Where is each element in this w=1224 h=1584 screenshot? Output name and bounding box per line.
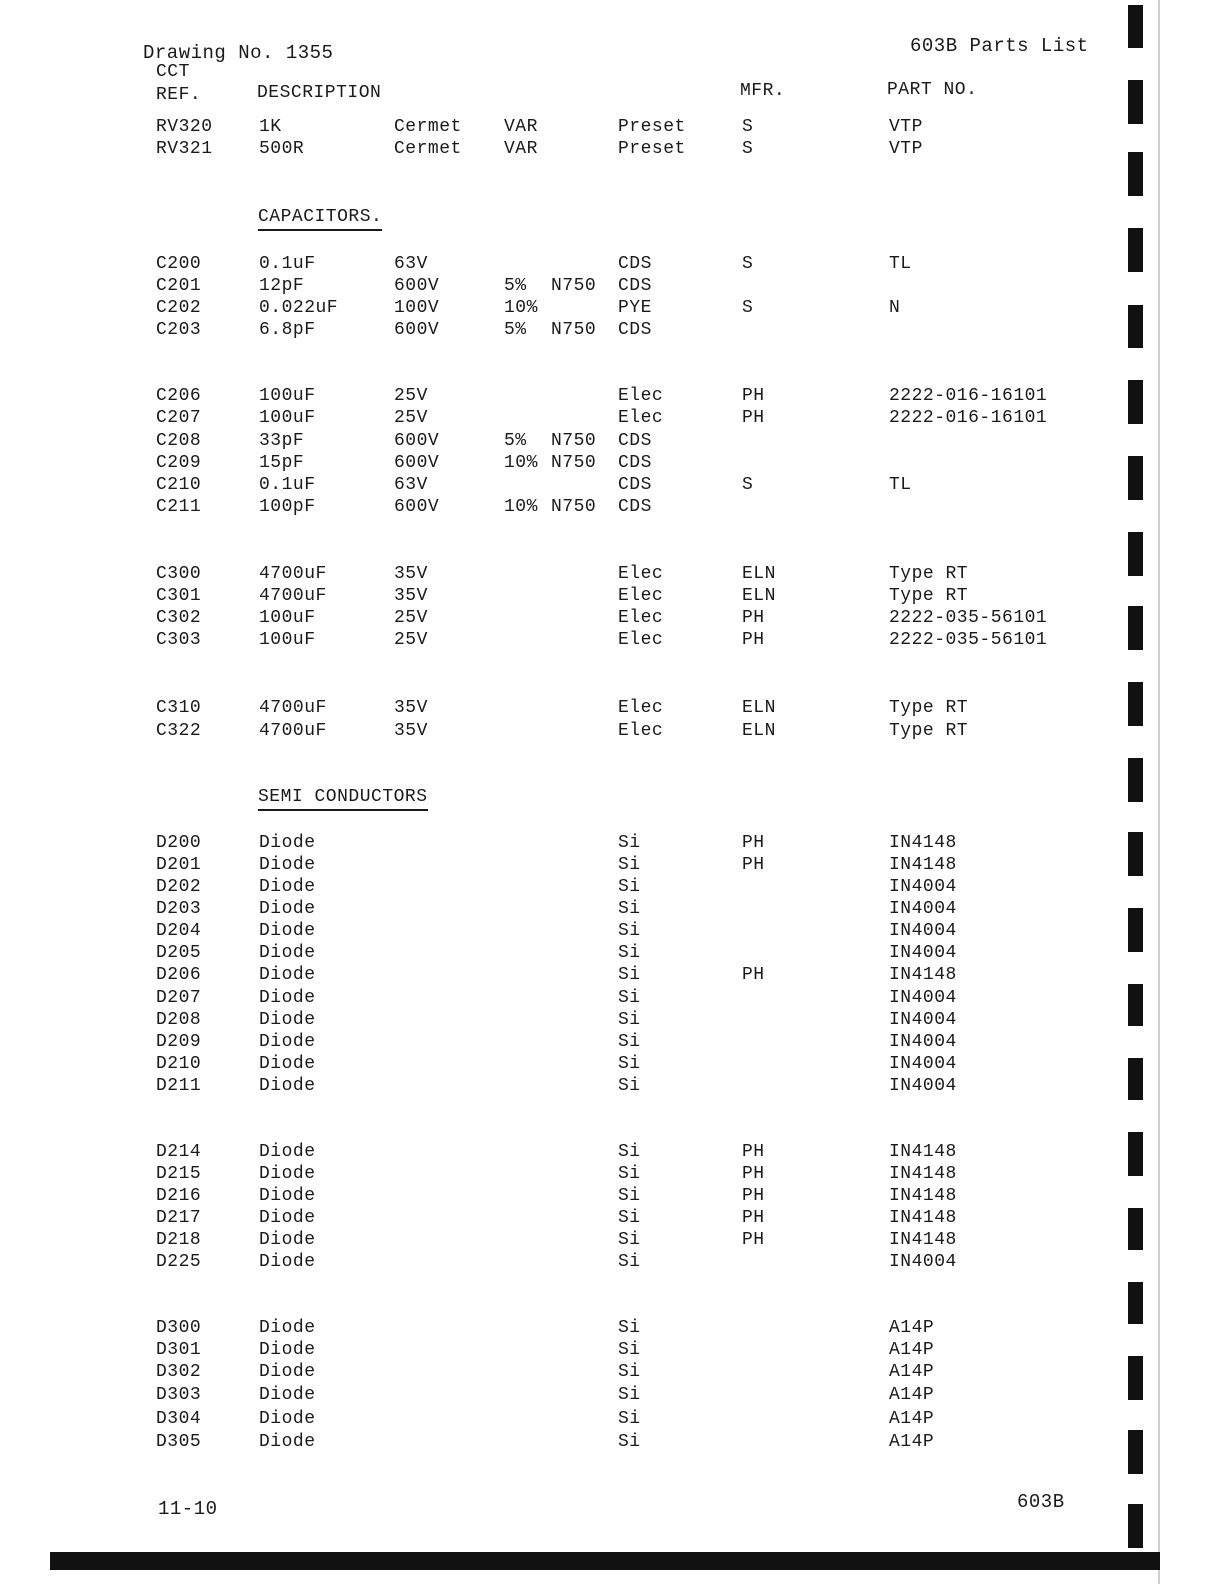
cell-value: Diode	[259, 833, 316, 853]
cell-tolerance: 5%	[504, 320, 527, 340]
cell-ref: D302	[156, 1362, 202, 1382]
cell-part-no: IN4148	[889, 855, 957, 875]
cell-ref: C210	[156, 475, 202, 495]
cell-mfr: PH	[742, 1142, 765, 1162]
cell-ref: D300	[156, 1318, 202, 1338]
table-row	[0, 298, 1224, 320]
cell-rating: 600V	[394, 276, 440, 296]
cell-value: Diode	[259, 1186, 316, 1206]
cell-ref: C301	[156, 586, 202, 606]
binding-tab	[1128, 1282, 1143, 1324]
cell-part-no: IN4004	[889, 877, 957, 897]
table-row	[0, 431, 1224, 453]
cell-type: Si	[618, 1032, 641, 1052]
cell-value: Diode	[259, 1230, 316, 1250]
table-row	[0, 1230, 1224, 1252]
cell-type: Si	[618, 988, 641, 1008]
cell-rating: 25V	[394, 630, 428, 650]
cell-temp-coefficient: N750	[551, 453, 597, 473]
cell-type: Si	[618, 1432, 641, 1452]
cell-rating: 35V	[394, 721, 428, 741]
cell-type: CDS	[618, 475, 652, 495]
cell-ref: C300	[156, 564, 202, 584]
cell-mfr: ELN	[742, 564, 776, 584]
table-row	[0, 1432, 1224, 1454]
table-row	[0, 117, 1224, 139]
table-row	[0, 276, 1224, 298]
cell-value: 6.8pF	[259, 320, 316, 340]
cell-part-no: TL	[889, 475, 912, 495]
table-row	[0, 877, 1224, 899]
table-row	[0, 1142, 1224, 1164]
cell-type: Si	[618, 1340, 641, 1360]
cell-type: Si	[618, 1362, 641, 1382]
cell-value: 0.022uF	[259, 298, 339, 318]
cell-ref: D215	[156, 1164, 202, 1184]
cell-mfr: PH	[742, 608, 765, 628]
cell-rating: 25V	[394, 386, 428, 406]
cell-ref: C201	[156, 276, 202, 296]
binding-tab	[1128, 1430, 1143, 1474]
cell-type: Preset	[618, 139, 686, 159]
cell-ref: RV321	[156, 139, 213, 159]
cell-ref: D301	[156, 1340, 202, 1360]
cell-mfr: ELN	[742, 586, 776, 606]
cell-type: Elec	[618, 608, 664, 628]
cell-value: Diode	[259, 1318, 316, 1338]
cell-mfr: PH	[742, 833, 765, 853]
cell-type: CDS	[618, 276, 652, 296]
table-row	[0, 855, 1224, 877]
cell-ref: D211	[156, 1076, 202, 1096]
cell-type: CDS	[618, 254, 652, 274]
cell-part-no: IN4004	[889, 899, 957, 919]
binding-tab	[1128, 908, 1143, 952]
cell-value: Diode	[259, 965, 316, 985]
cell-type: Si	[618, 1208, 641, 1228]
cell-type: Elec	[618, 564, 664, 584]
cell-value: Diode	[259, 1362, 316, 1382]
cell-part-no: IN4148	[889, 833, 957, 853]
table-row	[0, 386, 1224, 408]
cell-tolerance: VAR	[504, 139, 538, 159]
cell-value: Diode	[259, 1409, 316, 1429]
cell-part-no: IN4148	[889, 1164, 957, 1184]
binding-tab	[1128, 380, 1143, 424]
cell-ref: RV320	[156, 117, 213, 137]
cell-value: Diode	[259, 1208, 316, 1228]
cell-tolerance: 5%	[504, 431, 527, 451]
cell-rating: 35V	[394, 698, 428, 718]
cell-ref: D200	[156, 833, 202, 853]
cell-type: Si	[618, 1409, 641, 1429]
table-row	[0, 1362, 1224, 1384]
binding-tab	[1128, 1132, 1143, 1176]
table-row	[0, 320, 1224, 342]
cell-ref: D217	[156, 1208, 202, 1228]
binding-tab	[1128, 456, 1143, 500]
cell-type: Si	[618, 1076, 641, 1096]
table-row	[0, 698, 1224, 720]
table-row	[0, 564, 1224, 586]
table-row	[0, 1252, 1224, 1274]
cell-value: Diode	[259, 1054, 316, 1074]
table-row	[0, 721, 1224, 743]
cell-part-no: VTP	[889, 139, 923, 159]
cell-value: Diode	[259, 1340, 316, 1360]
table-row	[0, 254, 1224, 276]
cell-type: Elec	[618, 630, 664, 650]
cell-ref: D207	[156, 988, 202, 1008]
binding-tab	[1128, 1504, 1143, 1548]
bottom-scan-bar	[50, 1552, 1160, 1570]
cell-value: Diode	[259, 899, 316, 919]
cell-type: Elec	[618, 408, 664, 428]
table-row	[0, 1010, 1224, 1032]
cell-value: 4700uF	[259, 564, 327, 584]
cell-ref: C202	[156, 298, 202, 318]
cell-rating: 600V	[394, 320, 440, 340]
cell-mfr: PH	[742, 408, 765, 428]
cell-rating: 25V	[394, 408, 428, 428]
cell-value: Diode	[259, 1142, 316, 1162]
page-title: 603B Parts List	[910, 35, 1089, 57]
cell-value: 100pF	[259, 497, 316, 517]
cell-type: Si	[618, 899, 641, 919]
cell-value: 0.1uF	[259, 475, 316, 495]
table-row	[0, 899, 1224, 921]
table-row	[0, 1164, 1224, 1186]
cell-value: 12pF	[259, 276, 305, 296]
column-header-cct: CCT	[156, 62, 190, 82]
cell-ref: D225	[156, 1252, 202, 1272]
cell-value: 100uF	[259, 630, 316, 650]
cell-ref: D206	[156, 965, 202, 985]
cell-ref: D202	[156, 877, 202, 897]
cell-type: CDS	[618, 431, 652, 451]
table-row	[0, 988, 1224, 1010]
cell-rating: Cermet	[394, 117, 462, 137]
cell-part-no: IN4004	[889, 1252, 957, 1272]
binding-tab	[1128, 606, 1143, 650]
binding-tab	[1128, 228, 1143, 272]
cell-ref: D303	[156, 1385, 202, 1405]
cell-mfr: ELN	[742, 721, 776, 741]
cell-mfr: S	[742, 298, 754, 318]
cell-tolerance: 10%	[504, 453, 538, 473]
cell-value: 4700uF	[259, 721, 327, 741]
cell-ref: D304	[156, 1409, 202, 1429]
binding-tab	[1128, 80, 1143, 124]
cell-value: 33pF	[259, 431, 305, 451]
cell-part-no: IN4004	[889, 1076, 957, 1096]
cell-mfr: S	[742, 117, 754, 137]
cell-part-no: IN4148	[889, 1186, 957, 1206]
cell-value: Diode	[259, 1076, 316, 1096]
table-row	[0, 965, 1224, 987]
section-title: SEMI CONDUCTORS	[258, 787, 428, 811]
cell-rating: 35V	[394, 564, 428, 584]
cell-ref: D216	[156, 1186, 202, 1206]
cell-value: 4700uF	[259, 698, 327, 718]
cell-ref: C209	[156, 453, 202, 473]
cell-mfr: PH	[742, 386, 765, 406]
cell-type: Elec	[618, 386, 664, 406]
cell-rating: 600V	[394, 497, 440, 517]
cell-part-no: IN4148	[889, 1230, 957, 1250]
cell-value: Diode	[259, 943, 316, 963]
table-row	[0, 1076, 1224, 1098]
cell-type: Si	[618, 1142, 641, 1162]
cell-ref: C303	[156, 630, 202, 650]
cell-ref: C322	[156, 721, 202, 741]
cell-ref: D208	[156, 1010, 202, 1030]
cell-part-no: A14P	[889, 1340, 935, 1360]
table-row	[0, 1318, 1224, 1340]
cell-value: 4700uF	[259, 586, 327, 606]
binding-tab	[1128, 682, 1143, 726]
cell-part-no: IN4004	[889, 988, 957, 1008]
binding-tab	[1128, 532, 1143, 576]
cell-rating: 600V	[394, 431, 440, 451]
binding-tab	[1128, 1208, 1143, 1250]
cell-part-no: IN4148	[889, 965, 957, 985]
cell-value: Diode	[259, 1252, 316, 1272]
cell-part-no: IN4004	[889, 1032, 957, 1052]
cell-part-no: Type RT	[889, 721, 969, 741]
drawing-number: Drawing No. 1355	[143, 42, 334, 64]
cell-ref: D203	[156, 899, 202, 919]
table-row	[0, 475, 1224, 497]
cell-type: Si	[618, 833, 641, 853]
cell-ref: D214	[156, 1142, 202, 1162]
table-row	[0, 943, 1224, 965]
cell-ref: C211	[156, 497, 202, 517]
cell-type: Si	[618, 1164, 641, 1184]
cell-value: 15pF	[259, 453, 305, 473]
binding-tab	[1128, 5, 1143, 48]
cell-value: 100uF	[259, 408, 316, 428]
cell-mfr: PH	[742, 855, 765, 875]
cell-part-no: A14P	[889, 1318, 935, 1338]
cell-part-no: A14P	[889, 1362, 935, 1382]
cell-type: Si	[618, 877, 641, 897]
cell-part-no: 2222-035-56101	[889, 630, 1048, 650]
cell-mfr: S	[742, 475, 754, 495]
cell-temp-coefficient: N750	[551, 431, 597, 451]
cell-part-no: A14P	[889, 1385, 935, 1405]
cell-type: Si	[618, 1230, 641, 1250]
cell-part-no: Type RT	[889, 564, 969, 584]
cell-type: CDS	[618, 497, 652, 517]
table-row	[0, 139, 1224, 161]
cell-value: 500R	[259, 139, 305, 159]
cell-ref: C310	[156, 698, 202, 718]
footer-model: 603B	[1017, 1491, 1065, 1513]
cell-value: 100uF	[259, 608, 316, 628]
column-header-part-no: PART NO.	[887, 80, 978, 100]
cell-ref: D218	[156, 1230, 202, 1250]
cell-part-no: IN4004	[889, 1054, 957, 1074]
cell-mfr: PH	[742, 630, 765, 650]
cell-part-no: IN4004	[889, 943, 957, 963]
cell-value: Diode	[259, 1164, 316, 1184]
cell-tolerance: 10%	[504, 298, 538, 318]
cell-temp-coefficient: N750	[551, 320, 597, 340]
cell-type: Si	[618, 1318, 641, 1338]
cell-part-no: IN4004	[889, 921, 957, 941]
cell-value: Diode	[259, 921, 316, 941]
cell-value: Diode	[259, 855, 316, 875]
cell-type: CDS	[618, 320, 652, 340]
cell-mfr: S	[742, 139, 754, 159]
table-row	[0, 453, 1224, 475]
cell-ref: C208	[156, 431, 202, 451]
cell-value: Diode	[259, 877, 316, 897]
cell-type: Si	[618, 1010, 641, 1030]
binding-tab	[1128, 1356, 1143, 1400]
cell-ref: C206	[156, 386, 202, 406]
table-row	[0, 1186, 1224, 1208]
table-row	[0, 1385, 1224, 1407]
cell-ref: D305	[156, 1432, 202, 1452]
binding-tab	[1128, 305, 1143, 348]
cell-value: 100uF	[259, 386, 316, 406]
binding-tab	[1128, 832, 1143, 876]
cell-value: 1K	[259, 117, 282, 137]
table-row	[0, 921, 1224, 943]
cell-ref: C302	[156, 608, 202, 628]
cell-ref: C203	[156, 320, 202, 340]
table-row	[0, 497, 1224, 519]
cell-mfr: PH	[742, 1186, 765, 1206]
cell-temp-coefficient: N750	[551, 497, 597, 517]
cell-part-no: 2222-035-56101	[889, 608, 1048, 628]
table-row	[0, 586, 1224, 608]
cell-type: PYE	[618, 298, 652, 318]
cell-type: Si	[618, 1054, 641, 1074]
column-header-ref: REF.	[156, 85, 202, 105]
cell-mfr: PH	[742, 965, 765, 985]
cell-part-no: IN4148	[889, 1208, 957, 1228]
cell-rating: 100V	[394, 298, 440, 318]
table-row	[0, 408, 1224, 430]
column-header-mfr: MFR.	[740, 81, 786, 101]
cell-rating: 35V	[394, 586, 428, 606]
cell-rating: 63V	[394, 475, 428, 495]
cell-type: Elec	[618, 721, 664, 741]
cell-part-no: IN4148	[889, 1142, 957, 1162]
cell-ref: D205	[156, 943, 202, 963]
cell-value: 0.1uF	[259, 254, 316, 274]
cell-part-no: N	[889, 298, 901, 318]
cell-part-no: A14P	[889, 1432, 935, 1452]
cell-part-no: TL	[889, 254, 912, 274]
cell-rating: Cermet	[394, 139, 462, 159]
cell-value: Diode	[259, 1010, 316, 1030]
cell-value: Diode	[259, 988, 316, 1008]
table-row	[0, 1032, 1224, 1054]
cell-rating: 600V	[394, 453, 440, 473]
cell-type: Si	[618, 1385, 641, 1405]
binding-tab	[1128, 984, 1143, 1026]
cell-part-no: VTP	[889, 117, 923, 137]
cell-type: Si	[618, 965, 641, 985]
cell-type: Si	[618, 921, 641, 941]
binding-tab	[1128, 1058, 1143, 1100]
table-row	[0, 1409, 1224, 1431]
cell-mfr: S	[742, 254, 754, 274]
cell-ref: D201	[156, 855, 202, 875]
table-row	[0, 833, 1224, 855]
binding-tab	[1128, 758, 1143, 802]
cell-rating: 25V	[394, 608, 428, 628]
cell-value: Diode	[259, 1032, 316, 1052]
page-edge-rule	[1158, 0, 1160, 1584]
page-number: 11-10	[158, 1498, 218, 1520]
cell-mfr: PH	[742, 1230, 765, 1250]
binding-tab	[1128, 152, 1143, 196]
cell-tolerance: 10%	[504, 497, 538, 517]
column-header-description: DESCRIPTION	[257, 83, 382, 103]
cell-part-no: A14P	[889, 1409, 935, 1429]
cell-type: Preset	[618, 117, 686, 137]
cell-type: Elec	[618, 586, 664, 606]
cell-ref: D210	[156, 1054, 202, 1074]
table-row	[0, 1340, 1224, 1362]
cell-value: Diode	[259, 1385, 316, 1405]
cell-part-no: Type RT	[889, 586, 969, 606]
table-row	[0, 608, 1224, 630]
cell-mfr: PH	[742, 1164, 765, 1184]
cell-part-no: 2222-016-16101	[889, 408, 1048, 428]
cell-type: Si	[618, 943, 641, 963]
cell-type: Si	[618, 1252, 641, 1272]
table-row	[0, 630, 1224, 652]
cell-tolerance: 5%	[504, 276, 527, 296]
cell-temp-coefficient: N750	[551, 276, 597, 296]
cell-ref: C200	[156, 254, 202, 274]
cell-mfr: PH	[742, 1208, 765, 1228]
cell-ref: C207	[156, 408, 202, 428]
cell-ref: D209	[156, 1032, 202, 1052]
cell-part-no: Type RT	[889, 698, 969, 718]
table-row	[0, 1208, 1224, 1230]
cell-rating: 63V	[394, 254, 428, 274]
cell-tolerance: VAR	[504, 117, 538, 137]
cell-type: Si	[618, 1186, 641, 1206]
section-title: CAPACITORS.	[258, 207, 382, 231]
cell-type: CDS	[618, 453, 652, 473]
cell-part-no: IN4004	[889, 1010, 957, 1030]
cell-part-no: 2222-016-16101	[889, 386, 1048, 406]
cell-mfr: ELN	[742, 698, 776, 718]
cell-type: Elec	[618, 698, 664, 718]
cell-ref: D204	[156, 921, 202, 941]
cell-type: Si	[618, 855, 641, 875]
table-row	[0, 1054, 1224, 1076]
cell-value: Diode	[259, 1432, 316, 1452]
